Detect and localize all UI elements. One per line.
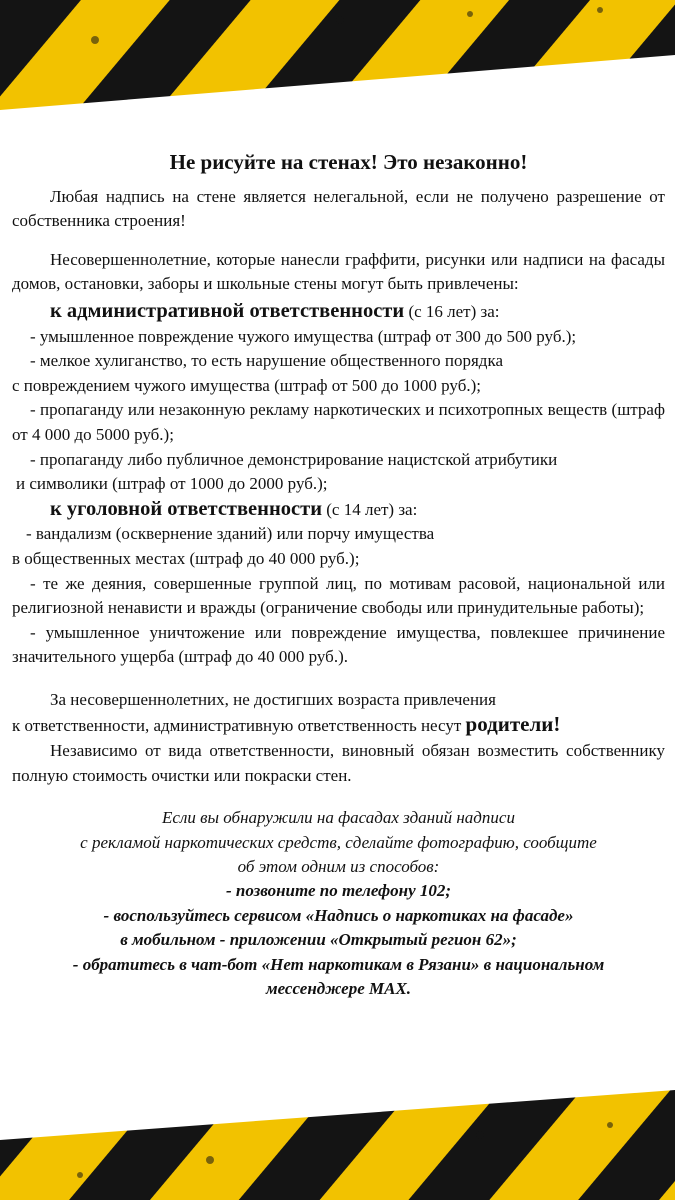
page-title: Не рисуйте на стенах! Это незаконно! [169,150,528,174]
admin-heading-line [12,299,665,325]
list-item: - те же деяния, совершенные группой лиц, по мотивам расовой, национальной или религиозной ненависти и вражды (ограничение свободы или принудительные работы); [12,573,665,618]
list-item: в общественных местах (штраф до 40 000 руб.); [12,548,360,568]
minors-paragraph: Несовершеннолетние, которые нанесли граффити, рисунки или надписи на фасады домов, остановки, заборы и школьные стены могут быть привлечены: [12,249,665,294]
parents-line-1: За несовершеннолетних, не достигших возраста привлечения [50,689,496,709]
list-item: - вандализм (осквернение зданий) или порчу имущества [26,524,435,544]
caution-tape-bottom [0,1080,675,1200]
report-option: - обратитесь в чат-бот «Нет наркотикам в Рязани» в национальном [72,954,605,974]
intro-paragraph: Любая надпись на стене является нелегальной, если не получено разрешение от собственника строения! [12,186,665,231]
parents-line-2: к ответственности, административную ответственность несут родители! [12,712,561,737]
list-item: - мелкое хулиганство, то есть нарушение общественного порядка [30,351,503,371]
list-item: - пропаганду или незаконную рекламу наркотических и психотропных веществ (штраф от 4 000 до 5000 руб.); [12,400,665,444]
admin-heading: к административной ответственности [50,299,405,322]
caution-tape-top [0,0,675,120]
list-item: с повреждением чужого имущества (штраф от 500 до 1000 руб.); [12,375,481,395]
list-item: - пропаганду либо публичное демонстрирование нацистской атрибутики [30,449,558,469]
notice-body [12,150,665,1002]
report-line: об этом одним из способов: [237,857,440,877]
criminal-heading: к уголовной ответственности [50,497,323,520]
report-line: с рекламой наркотических средств, сделайте фотографию, сообщите [80,832,597,852]
report-line: Если вы обнаружили на фасадах зданий надписи [162,808,515,828]
criminal-age-note: (с 14 лет) за: [326,499,418,519]
compensation-paragraph: Независимо от вида ответственности, виновный обязан возместить собственнику полную стоимость очистки или покраски стен. [12,741,665,785]
criminal-heading-line [12,497,665,523]
report-option: мессенджере MAX. [265,979,412,999]
report-option: - позвоните по телефону 102; [225,881,452,901]
parents-emphasis: родители! [465,712,561,737]
report-option: - воспользуйтесь сервисом «Надпись о наркотиках на фасаде» [103,905,574,925]
list-item: - умышленное уничтожение или повреждение имущества, повлекшее причинение значительного ущерба (штраф до 40 000 руб.). [12,622,665,667]
list-item: - умышленное повреждение чужого имущества (штраф от 300 до 500 руб.); [30,326,577,346]
list-item: и символики (штраф от 1000 до 2000 руб.); [16,474,328,494]
report-instructions [12,806,665,1001]
admin-age-note: (с 16 лет) за: [408,301,500,321]
report-option: в мобильном - приложении «Открытый регион 62»; [120,930,517,950]
